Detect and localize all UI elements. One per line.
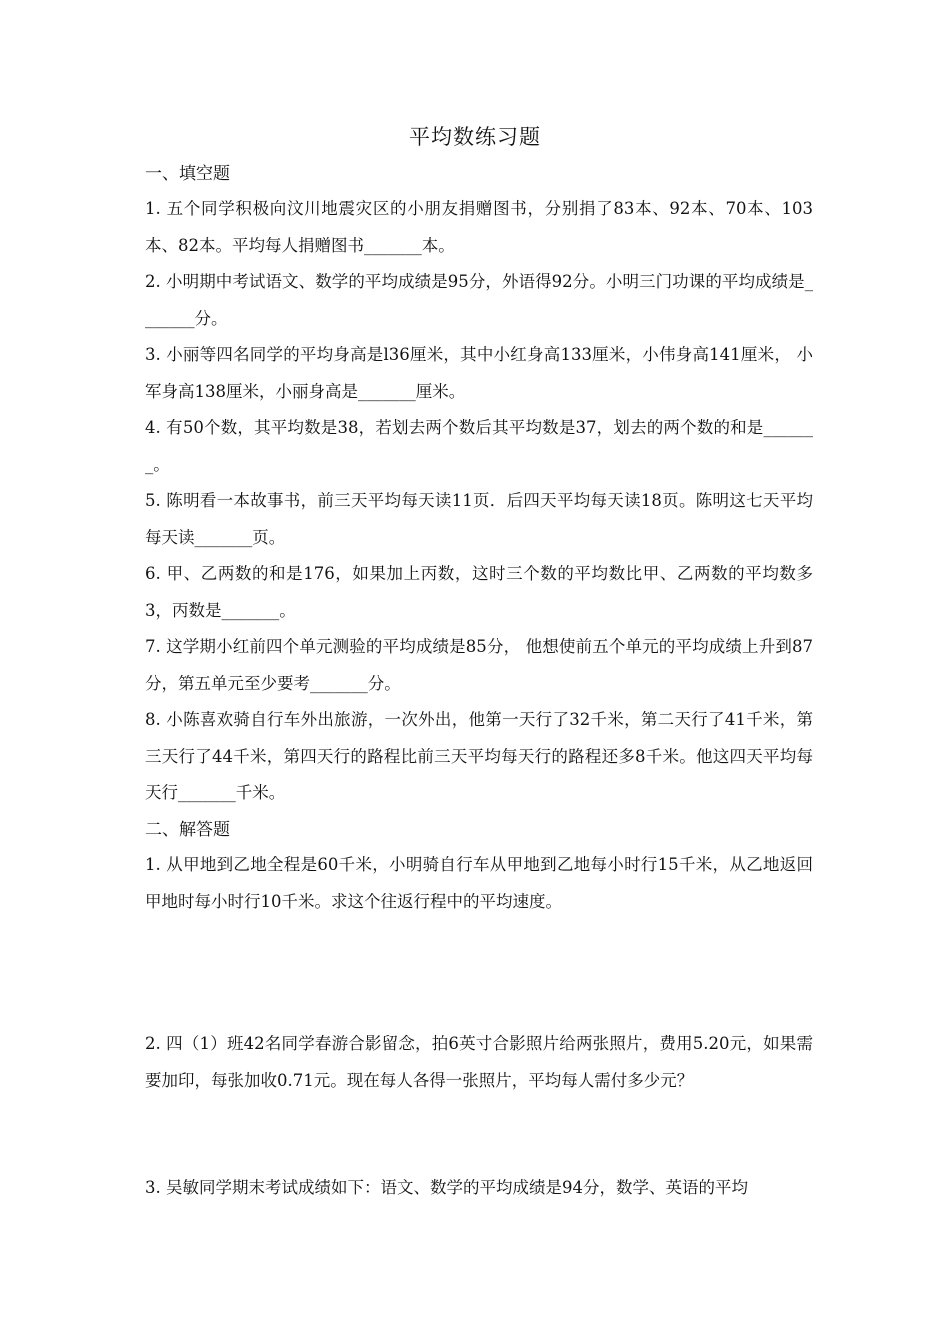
answer-question-1: 1. 从甲地到乙地全程是60千米，小明骑自行车从甲地到乙地每小时行15千米，从乙地返回甲地时每小时行10千米。求这个往返行程中的平均速度。 xyxy=(145,855,813,911)
page-title: 平均数练习题 xyxy=(409,125,541,149)
fill-question-6: 6. 甲、乙两数的和是176，如果加上丙数，这时三个数的平均数比甲、乙两数的平均数多3，丙数是_______。 xyxy=(145,564,813,620)
fill-question-4: 4. 有50个数，其平均数是38，若划去两个数后其平均数是37，划去的两个数的和是_______。 xyxy=(145,418,813,474)
answer-question-2: 2. 四（1）班42名同学春游合影留念，拍6英寸合影照片给两张照片，费用5.20元，如果需要加印，每张加收0.71元。现在每人各得一张照片，平均每人需付多少元？ xyxy=(145,1034,813,1090)
answer-question-3: 3. 吴敏同学期末考试成绩如下：语文、数学的平均成绩是94分，数学、英语的平均 xyxy=(145,1178,748,1197)
fill-question-3: 3. 小丽等四名同学的平均身高是l36厘米，其中小红身高133厘米，小伟身高141厘米， 小军身高138厘米，小丽身高是_______厘米。 xyxy=(145,345,813,401)
section-heading-fill-in: 一、填空题 xyxy=(145,164,230,184)
fill-question-1: 1. 五个同学积极向汶川地震灾区的小朋友捐赠图书，分别捐了83本、92本、70本、103本、82本。平均每人捐赠图书_______本。 xyxy=(145,199,813,255)
section-heading-answer: 二、解答题 xyxy=(145,820,230,840)
fill-question-2: 2. 小明期中考试语文、数学的平均成绩是95分，外语得92分。小明三门功课的平均成绩是_______分。 xyxy=(145,272,813,328)
fill-question-7: 7. 这学期小红前四个单元测验的平均成绩是85分， 他想使前五个单元的平均成绩上升到87分，第五单元至少要考_______分。 xyxy=(145,637,813,693)
fill-question-8: 8. 小陈喜欢骑自行车外出旅游，一次外出，他第一天行了32千米，第二天行了41千米，第三天行了44千米，第四天行的路程比前三天平均每天行的路程还多8千米。他这四天平均每天行_______千米。 xyxy=(145,710,813,802)
fill-question-5: 5. 陈明看一本故事书，前三天平均每天读11页．后四天平均每天读18页。陈明这七天平均每天读_______页。 xyxy=(145,491,813,547)
